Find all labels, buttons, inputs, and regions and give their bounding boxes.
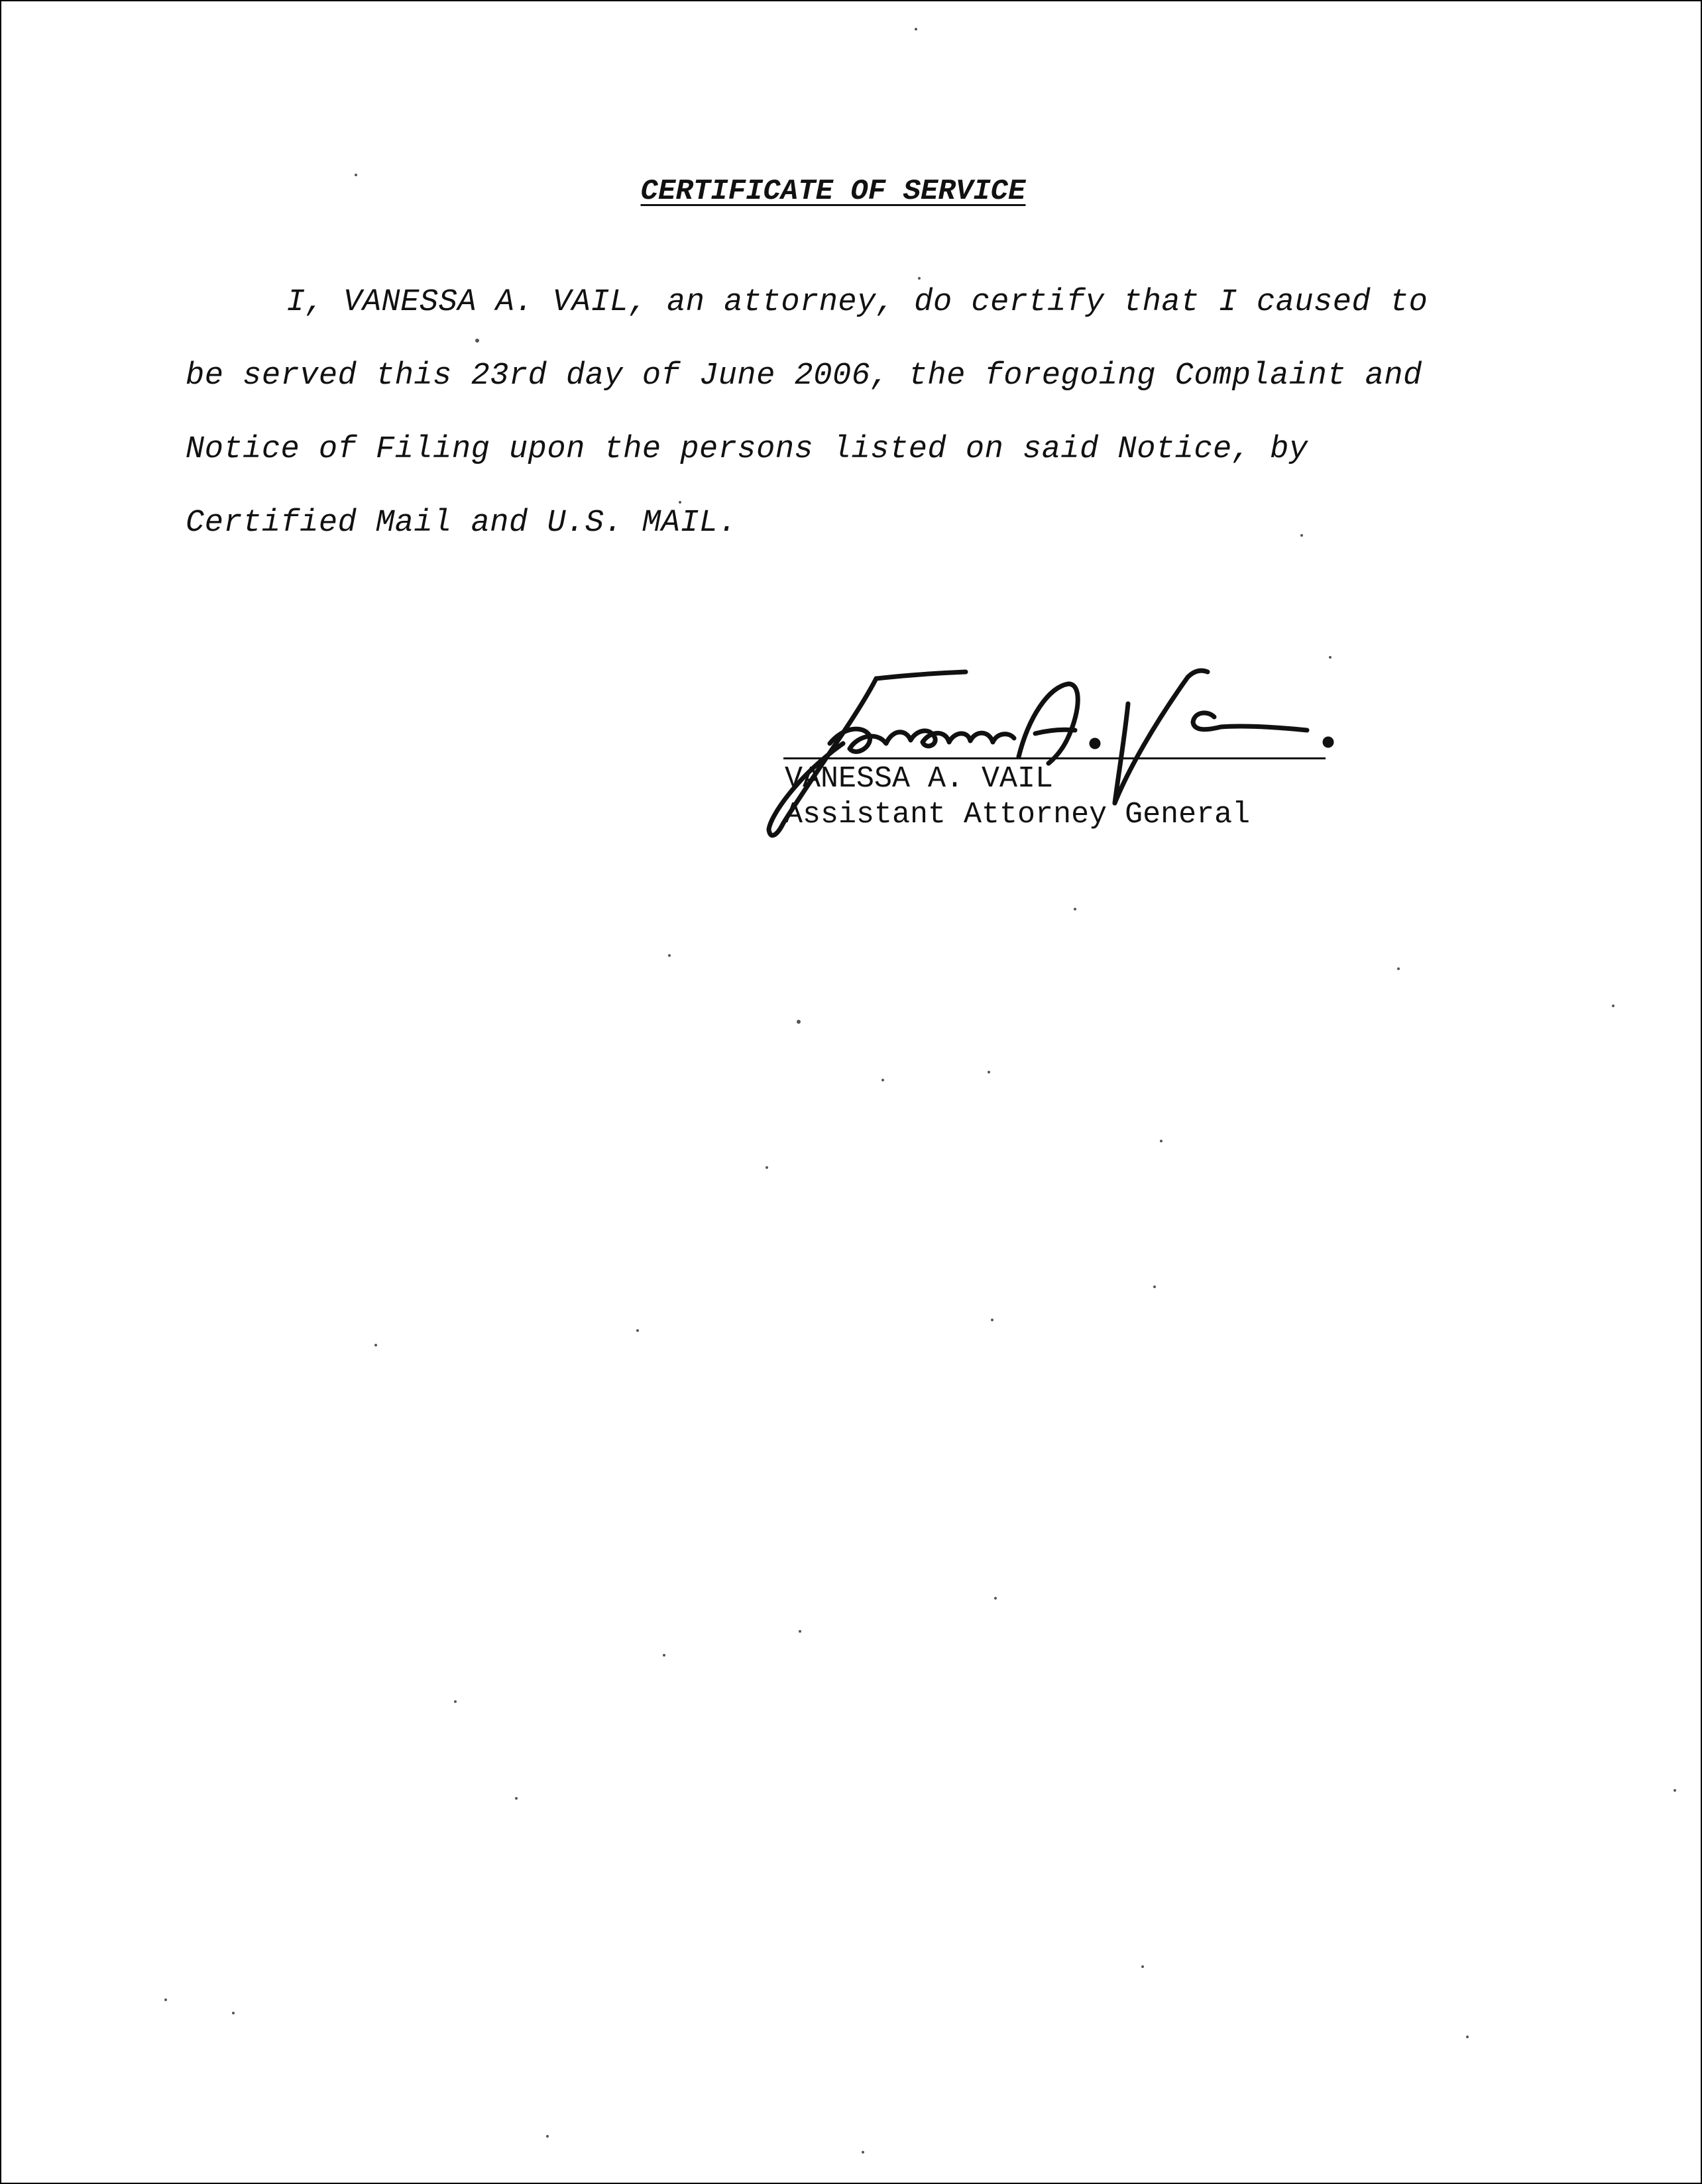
signer-title: Assistant Attorney General (785, 798, 1251, 832)
handwritten-signature (757, 664, 1340, 849)
body-line-3: Notice of Filing upon the persons listed on said Notice, by (186, 432, 1308, 467)
body-line-4: Certified Mail and U.S. MAIL. (186, 506, 738, 541)
body-line-2: be served this 23rd day of June 2006, the foregoing Complaint and (186, 358, 1422, 394)
document-title: CERTIFICATE OF SERVICE (640, 175, 1026, 208)
body-line-1: I, VANESSA A. VAIL, an attorney, do certify that I caused to (286, 285, 1428, 320)
scan-specks (1, 1, 1701, 2183)
signer-name: VANESSA A. VAIL (785, 762, 1054, 796)
